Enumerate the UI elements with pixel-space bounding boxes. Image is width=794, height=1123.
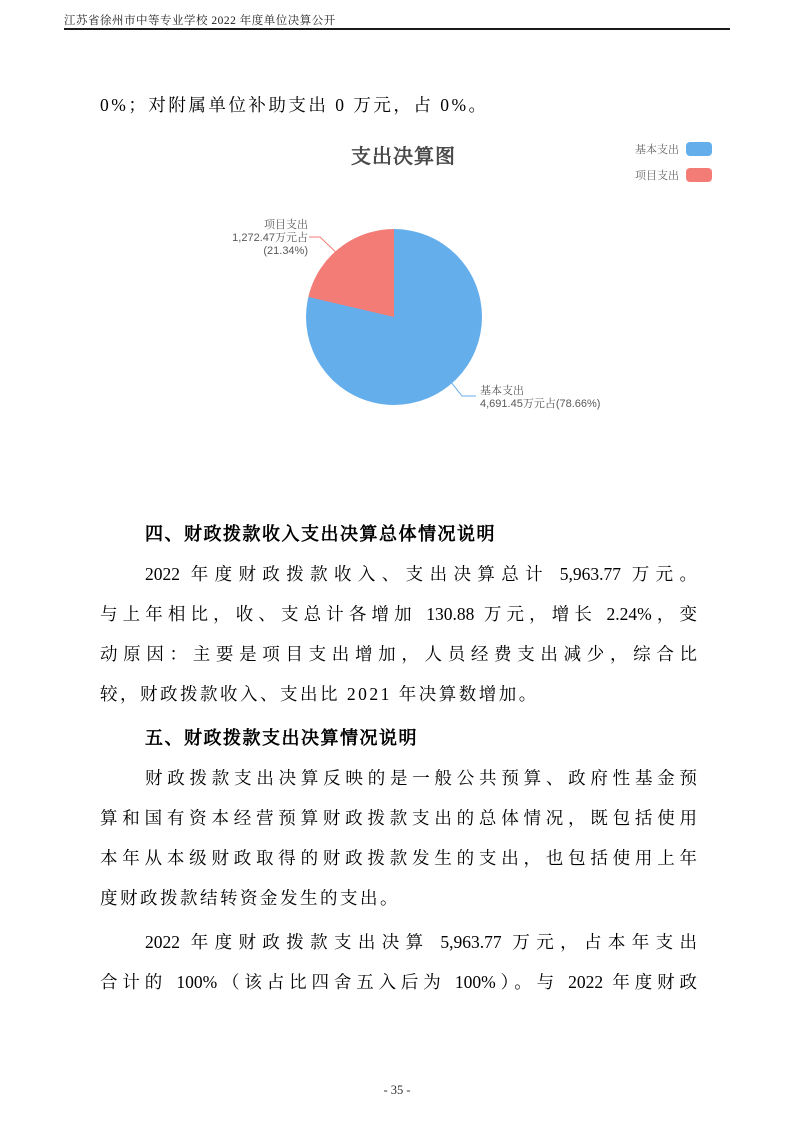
paragraph-line: 本年从本级财政取得的财政拨款发生的支出，也包括使用上年 — [100, 848, 697, 868]
paragraph-line: 较，财政拨款收入、支出比 2021 年决算数增加。 — [100, 684, 539, 704]
paragraph-line: 2022 年度财政拨款支出决算 5,963.77 万元，占本年支出 — [145, 932, 697, 952]
section-five-heading: 五、财政拨款支出决算情况说明 — [145, 728, 418, 748]
paragraph-line: 财政拨款支出决算反映的是一般公共预算、政府性基金预 — [145, 768, 697, 788]
chart-title: 支出决算图 — [351, 146, 456, 168]
chart-legend — [635, 141, 712, 193]
paragraph-line: 度财政拨款结转资金发生的支出。 — [100, 888, 400, 908]
paragraph-line: 动原因：主要是项目支出增加，人员经费支出减少，综合比 — [100, 644, 697, 664]
pie-label-name: 基本支出 — [480, 385, 524, 397]
section-four-heading: 四、财政拨款收入支出决算总体情况说明 — [145, 524, 496, 544]
pie-chart — [306, 229, 482, 405]
section-four — [100, 514, 697, 714]
pie-label-value: 1,272.47万元占(21.34%) — [232, 232, 308, 257]
legend-label: 项目支出 — [635, 170, 679, 182]
legend-swatch-red — [686, 168, 712, 182]
pie-label-xiangmu — [190, 219, 308, 258]
paragraph-line: 合计的 100%（该占比四舍五入后为 100%）。与 2022 年度财政 — [100, 972, 697, 992]
paragraph-line: 2022 年度财政拨款收入、支出决算总计 5,963.77 万元。 — [145, 564, 697, 584]
paragraph-line: 与上年相比，收、支总计各增加 130.88 万元，增长 2.24%，变 — [100, 604, 697, 624]
page-number: - 35 - — [383, 1083, 411, 1097]
pie-label-jiben — [480, 385, 610, 411]
legend-item-xiangmu — [635, 167, 712, 183]
section-five — [100, 718, 697, 918]
pie-label-name: 项目支出 — [264, 219, 308, 231]
header-rule — [64, 28, 730, 30]
document-header-title: 江苏省徐州市中等专业学校 2022 年度单位决算公开 — [64, 15, 336, 27]
legend-item-jiben — [635, 141, 712, 157]
legend-label: 基本支出 — [635, 144, 679, 156]
intro-line: 0%；对附属单位补助支出 0 万元，占 0%。 — [100, 95, 489, 115]
pie-label-value: 4,691.45万元占(78.66%) — [480, 398, 601, 410]
closing-paragraph — [100, 922, 697, 1002]
legend-swatch-blue — [686, 142, 712, 156]
paragraph-line: 算和国有资本经营预算财政拨款支出的总体情况，既包括使用 — [100, 808, 697, 828]
